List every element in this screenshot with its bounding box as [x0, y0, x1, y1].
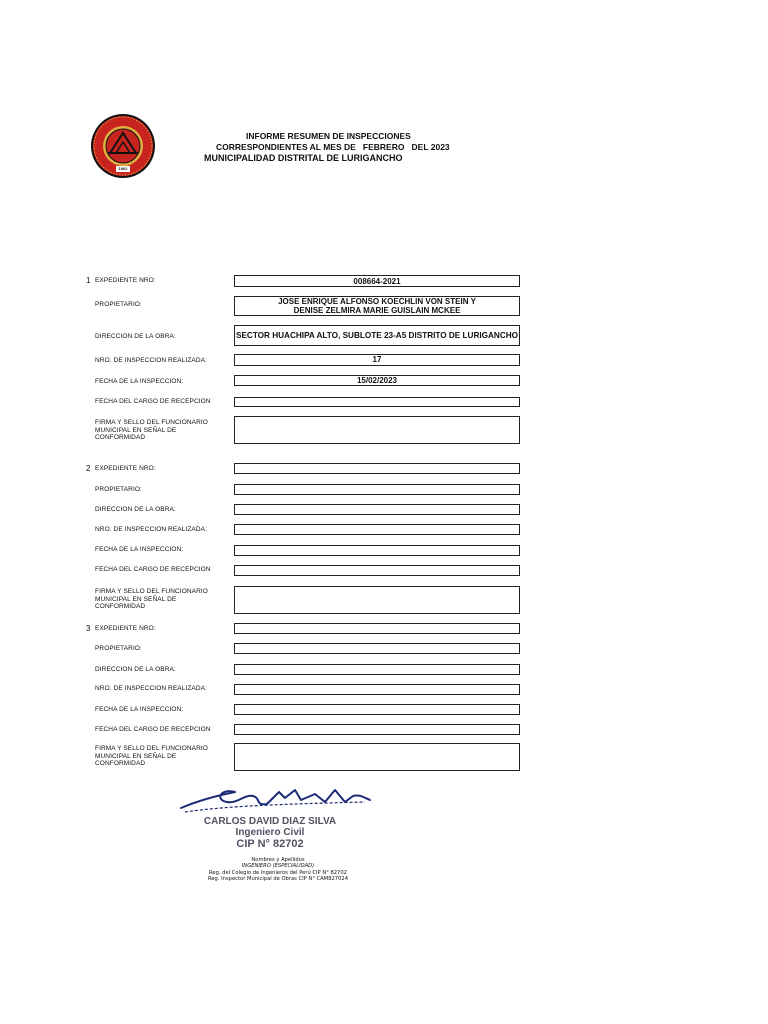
report-title-line1: INFORME RESUMEN DE INSPECCIONES	[246, 131, 411, 141]
propietario-field[interactable]	[234, 296, 520, 316]
label-firma-line2: MUNICIPAL EN SEÑAL DE	[95, 595, 177, 603]
label-nro-inspeccion: NRO. DE INSPECCION REALIZADA:	[95, 685, 207, 692]
label-direccion: DIRECCION DE LA OBRA:	[95, 333, 176, 340]
label-firma	[95, 745, 208, 768]
stamp-name: CARLOS DAVID DIAZ SILVA	[203, 816, 337, 827]
fecha-cargo-field[interactable]	[234, 565, 520, 576]
label-fecha-cargo: FECHA DEL CARGO DE RECEPCION	[95, 398, 211, 405]
expediente-field[interactable]: 008664-2021	[234, 275, 520, 287]
label-expediente: EXPEDIENTE NRO:	[95, 625, 156, 632]
propietario-line1: JOSE ENRIQUE ALFONSO KOECHLIN VON STEIN Y	[278, 297, 476, 306]
direccion-field[interactable]	[234, 504, 520, 515]
label-nro-inspeccion: NRO. DE INSPECCION REALIZADA:	[95, 357, 207, 364]
label-firma-line1: FIRMA Y SELLO DEL FUNCIONARIO	[95, 588, 208, 595]
label-fecha-inspeccion: FECHA DE LA INSPECCION:	[95, 378, 184, 385]
direccion-field[interactable]: SECTOR HUACHIPA ALTO, SUBLOTE 23-A5 DISTRITO DE LURIGANCHO	[234, 325, 520, 346]
nro-inspeccion-field[interactable]	[234, 684, 520, 695]
fecha-inspeccion-field[interactable]: 15/02/2023	[234, 375, 520, 386]
signature-footer	[178, 857, 378, 882]
label-firma-line3: CONFORMIDAD	[95, 603, 146, 610]
fecha-cargo-field[interactable]	[234, 724, 520, 735]
propietario-field[interactable]	[234, 484, 520, 495]
firma-field[interactable]	[234, 586, 520, 614]
label-fecha-cargo: FECHA DEL CARGO DE RECEPCION	[95, 726, 211, 733]
propietario-field[interactable]	[234, 643, 520, 654]
footer-cip-reg: Reg. del Colegio de Ingenieros del Perú CIP N° 82702	[209, 869, 347, 876]
label-firma-line3: CONFORMIDAD	[95, 760, 146, 767]
label-propietario: PROPIETARIO:	[95, 301, 142, 308]
report-title-line2: CORRESPONDIENTES AL MES DE FEBRERO DEL 2023	[216, 142, 450, 152]
nro-inspeccion-field[interactable]	[234, 524, 520, 535]
firma-field[interactable]	[234, 416, 520, 444]
fecha-cargo-field[interactable]	[234, 397, 520, 407]
municipality-name: MUNICIPALIDAD DISTRITAL DE LURIGANCHO	[204, 153, 403, 163]
label-expediente: EXPEDIENTE NRO:	[95, 277, 156, 284]
logo-year: 1962	[118, 166, 128, 171]
stamp-title: Ingeniero Civil	[235, 827, 305, 838]
handwritten-signature	[175, 780, 375, 816]
propietario-line2: DENISE ZELMIRA MARIE GUISLAIN MCKEE	[293, 306, 461, 315]
footer-names: Nombres y Apellidos	[251, 857, 305, 863]
label-direccion: DIRECCION DE LA OBRA:	[95, 506, 176, 513]
fecha-inspeccion-field[interactable]	[234, 704, 520, 715]
label-firma-line2: MUNICIPAL EN SEÑAL DE	[95, 752, 177, 760]
label-expediente: EXPEDIENTE NRO:	[95, 465, 156, 472]
nro-inspeccion-field[interactable]: 17	[234, 354, 520, 366]
label-firma-line1: FIRMA Y SELLO DEL FUNCIONARIO	[95, 745, 208, 752]
label-firma-line2: MUNICIPAL EN SEÑAL DE	[95, 426, 177, 434]
label-direccion: DIRECCION DE LA OBRA:	[95, 666, 176, 673]
label-nro-inspeccion: NRO. DE INSPECCION REALIZADA:	[95, 526, 207, 533]
label-propietario: PROPIETARIO:	[95, 645, 142, 652]
label-fecha-inspeccion: FECHA DE LA INSPECCION:	[95, 546, 184, 553]
record-number: 1	[86, 276, 91, 285]
stamp-cip: CIP N° 82702	[236, 838, 304, 850]
direccion-field[interactable]	[234, 664, 520, 675]
label-fecha-cargo: FECHA DEL CARGO DE RECEPCION	[95, 566, 211, 573]
label-firma	[95, 588, 208, 611]
record-number: 3	[86, 624, 91, 633]
record-number: 2	[86, 464, 91, 473]
footer-specialty: INGENIERO (ESPECIALIDAD)	[241, 863, 315, 870]
fecha-inspeccion-field[interactable]	[234, 545, 520, 556]
label-firma-line1: FIRMA Y SELLO DEL FUNCIONARIO	[95, 419, 208, 426]
firma-field[interactable]	[234, 743, 520, 771]
label-firma-line3: CONFORMIDAD	[95, 434, 146, 441]
label-firma	[95, 419, 208, 442]
expediente-field[interactable]	[234, 623, 520, 634]
label-propietario: PROPIETARIO:	[95, 486, 142, 493]
footer-inspector-reg: Reg. Inspector Municipal de Obras CIP N° CAM827024	[207, 875, 349, 882]
engineer-stamp	[180, 816, 360, 850]
expediente-field[interactable]	[234, 463, 520, 474]
cip-logo	[90, 113, 156, 179]
label-fecha-inspeccion: FECHA DE LA INSPECCION:	[95, 706, 184, 713]
